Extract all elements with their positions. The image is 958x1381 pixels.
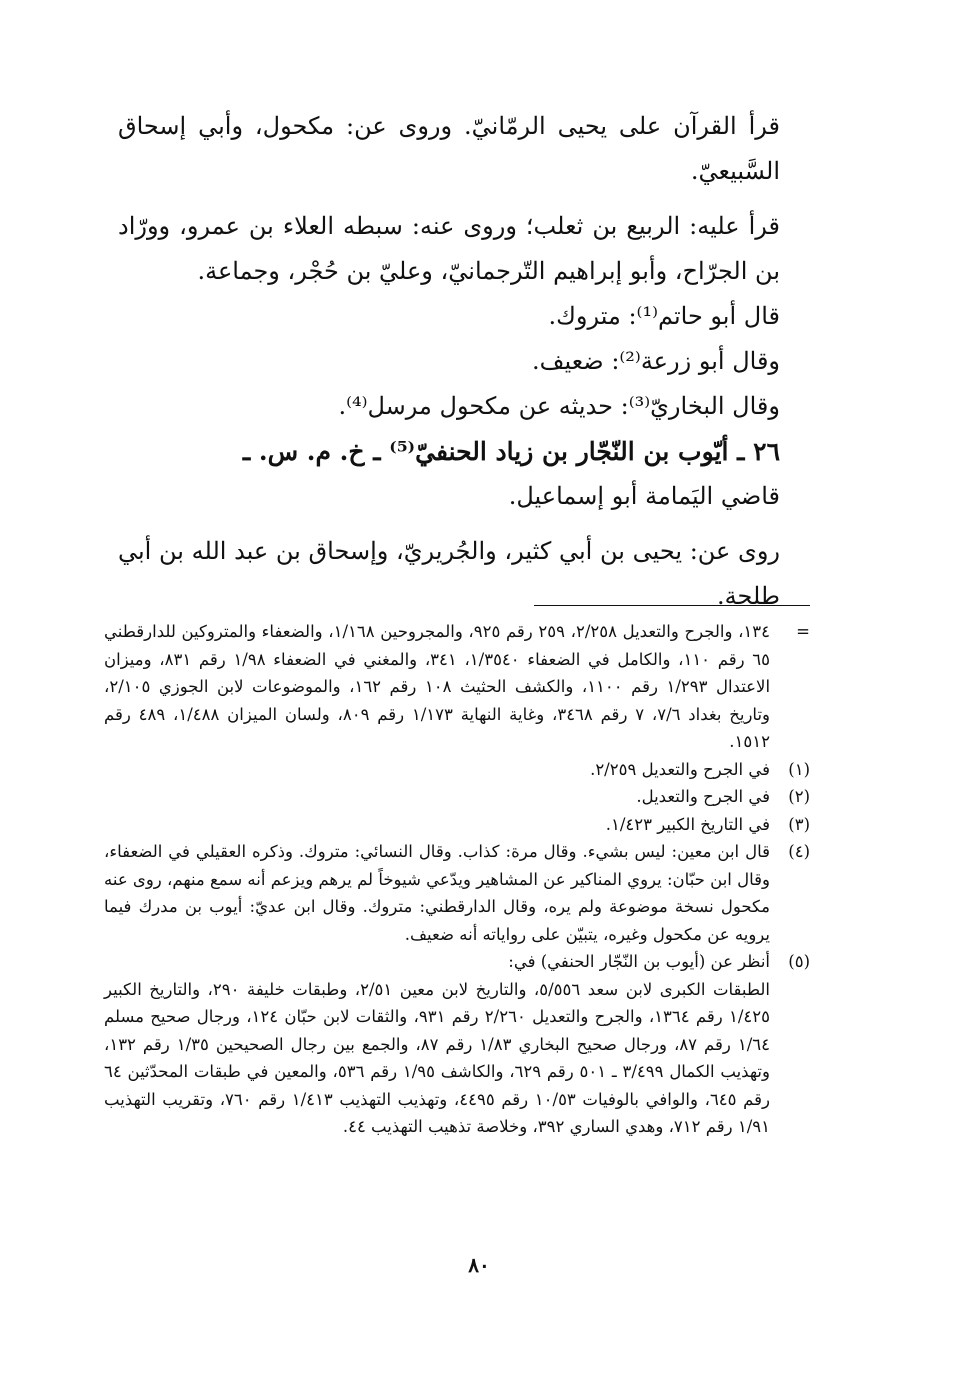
footnote-marker: (٢)	[788, 787, 810, 806]
biography-subtitle: قاضي اليَمامة أبو إسماعيل.	[508, 482, 780, 510]
footnote-2	[104, 783, 810, 811]
footnote-5-sources: الطبقات الكبرى لابن سعد ٥/٥٥٦، والتاريخ لابن معين ٢/٥١، وطبقات خليفة ٢٩٠، والتاريخ الكبير ١/٤٢٥ رقم ١٣٦٤، والجرح والتعديل ٢/٢٦٠ رقم ٩٣١، والثقات لابن حبّان ١٢٤، ورجال صحيح مسلم ١/٦٤ رقم ٨٧، ورجال صحيح البخاري ١/٨٣ رقم ٨٧، والجمع بين رجال الصحيحين ١/٣٥ رقم ١٣٢، وتهذيب الكمال ٣/٤٩٩ ـ ٥٠١ رقم ٦٢٩، والكاشف ١/٩٥ رقم ٥٣٦، والمعين في طبقات المحدّثين ٦٤ رقم ٦٤٥، والوافي بالوفيات ١٠/٥٣ رقم ٤٤٩٥، وتهذيب التهذيب ١/٤١٣ رقم ٧٦٠، وتقريب التهذيب ١/٩١ رقم ٧١٢، وهدي الساري ٣٩٢، وخلاصة تذهيب التهذيب ٤٤.	[104, 979, 771, 1136]
footnote-5	[104, 948, 810, 976]
footnote-text: في التاريخ الكبير ١/٤٢٣.	[605, 814, 770, 834]
quote-abu-hatim: قال أبو حاتم⁽¹⁾: متروك.	[548, 302, 780, 330]
footnote-text: في الجرح والتعديل.	[636, 787, 770, 806]
footnote-marker: (٥)	[788, 952, 810, 971]
footnote-text: ١٣٤، والجرح والتعديل ٢/٢٥٨، ٢٥٩ رقم ٩٢٥، والمجروحين ١/١٦٨، والضعفاء والمتروكين للدارقطني ٦٥ رقم ١١٠، والكامل في الضعفاء ١/٣٥٤٠، ٣٤١، والمغني في الضعفاء ١/٩٨ رقم ٨٣١، وميزان الاعتدال ١/٢٩٣ رقم ١١٠٠، والكشف الحثيث ١٠٨ رقم ١٦٢، والموضوعات لابن الجوزي ٢/١٠٥، وتاريخ بغداد ٧/٦، ٧ رقم ٣٤٦٨، وغاية النهاية ١/١٧٣ رقم ٨٠٩، ولسان الميزان ١/٤٨٨، ٤٨٩ رقم ١٥١٢.	[104, 622, 771, 751]
footnote-text: في الجرح والتعديل ٢/٢٥٩.	[590, 759, 770, 779]
footnote-marker: (١)	[788, 759, 810, 779]
footnote-marker: (٤)	[788, 842, 810, 861]
footnote-text: قال ابن معين: ليس بشيء. وقال مرة: كذاب. وقال النسائي: متروك. وذكره العقيلي في الضعفاء، وقال ابن حبّان: يروي المناكير عن المشاهير ويدّعي شيوخاً لم يرهم ويزعم أنه سمع منهم، روى عنه مكحول نسخة موضوعة ولم يره، وقال الدارقطني: متروك. وقال ابن عديّ: أيوب بن مدرك فيما يرويه عن مكحول وغيره، يتبيّن على رواياته أنه ضعيف.	[104, 842, 770, 944]
biography-heading: ٢٦ ـ أيّوب بن النّجّار بن زياد الحنفيّ⁽⁵⁾ ـ خ. م. س. ـ	[242, 437, 780, 466]
footnote-marker: =	[796, 622, 810, 641]
footnote-4	[104, 838, 810, 948]
footnotes	[104, 618, 810, 1141]
footnote-continued	[104, 618, 810, 756]
main-text	[118, 104, 810, 619]
quote-bukhari: وقال البخاريّ⁽³⁾: حديثه عن مكحول مرسل⁽⁴⁾.	[338, 392, 780, 420]
footnote-3	[104, 811, 810, 839]
page-number: ٨٠	[468, 1253, 490, 1277]
footnote-intro: أنظر عن (أيوب بن النّجّار الحنفي) في:	[508, 952, 770, 971]
footnote-1	[104, 756, 810, 784]
paragraph-reading: قرأ القرآن على يحيى الرمّانيّ. وروى عن: مكحول، وأبي إسحاق السَّبيعيّ.	[118, 112, 780, 185]
paragraph-narrated: روى عن: يحيى بن أبي كثير، والجُريريّ، وإسحاق بن عبد الله بن أبي طلحة.	[118, 537, 780, 610]
footnote-separator	[534, 605, 810, 606]
footnote-marker: (٣)	[788, 814, 810, 834]
quote-abu-zura: وقال أبو زرعة⁽²⁾: ضعيف.	[532, 347, 780, 375]
paragraph-students: قرأ عليه: الربيع بن ثعلب؛ وروى عنه: سبطه العلاء بن عمرو، وورّاد بن الجرّاح، وأبو إبراهيم التّرجمانيّ، وعليّ بن حُجْر، وجماعة.	[118, 212, 780, 285]
